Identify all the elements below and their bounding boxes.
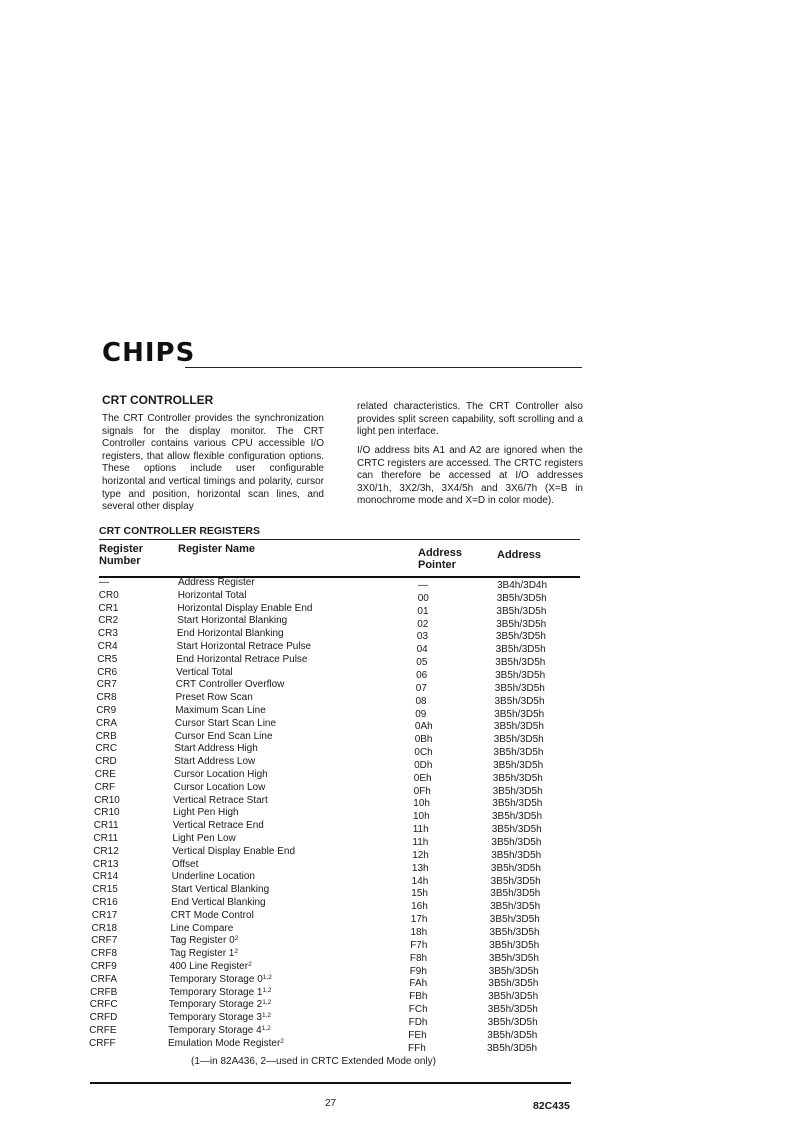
register-name-cell: Underline Location [171,871,255,883]
address-cell: 3B5h/3D5h [490,888,541,900]
table-top-rule [99,539,580,540]
table-row [0,667,793,680]
address-pointer-cell: 14h [411,875,429,887]
address-pointer-cell: 08 [415,695,427,707]
address-pointer-cell: 03 [416,631,429,643]
register-number-cell: CRB [95,730,117,742]
register-name-cell: Horizontal Total [177,589,247,601]
register-number-cell: CRF [94,781,116,793]
register-name-cell: Start Horizontal Blanking [177,615,288,627]
register-name-cell: Vertical Retrace End [172,820,264,832]
register-name-cell: Start Address High [174,743,258,755]
address-cell: 3B5h/3D5h [492,785,543,797]
footer-rule [90,1082,571,1084]
table-row [0,948,793,964]
register-name-cell: Vertical Retrace Start [173,794,268,806]
table-row [0,641,793,654]
header-address: Address [497,549,542,561]
header-address-pointer [418,547,474,571]
register-name-cell: CRT Mode Control [170,909,254,921]
address-pointer-cell: 02 [417,618,429,630]
table-row [0,832,793,849]
register-name-cell: Cursor Start Scan Line [174,717,277,729]
register-name-cell: Cursor Location High [173,768,268,780]
register-number-cell: CR11 [93,820,119,832]
register-number-cell: CRFE [89,1024,117,1036]
register-number-cell: CR17 [91,909,118,921]
address-pointer-cell: F8h [409,952,428,964]
register-number-cell: CRFD [89,1012,118,1024]
address-cell: 3B4h/3D4h [497,580,548,591]
address-cell: 3B5h/3D5h [490,875,541,887]
table-row [0,1024,793,1041]
table-title: CRT CONTROLLER REGISTERS [99,525,261,537]
register-name-cell: Maximum Scan Line [175,704,266,716]
register-number-cell: CR6 [97,666,118,678]
register-name-cell: Cursor End Scan Line [174,730,273,742]
register-name-cell: Emulation Mode Register$^2$ [168,1037,284,1049]
address-pointer-cell: — [418,580,428,591]
register-number-cell: CRFA [90,973,118,985]
register-name-cell: Light Pen High [173,807,239,819]
register-name-cell: End Horizontal Blanking [176,628,284,640]
register-name-cell: Line Compare [170,922,234,934]
address-cell: 3B5h/3D5h [489,939,540,951]
address-pointer-cell: 0Ch [414,747,433,759]
address-cell: 3B5h/3D5h [496,605,547,617]
address-pointer-cell: 18h [410,927,428,939]
register-number-cell: CRD [95,756,117,768]
io-address-paragraph: I/O address bits A1 and A2 are ignored when the CRTC registers are accessed. The CRTC registers can therefore be accessed at I/O addresses 3X0/1h, 3X2/3h, 3X4/5h and 3X6/7h (X=B in monochrome mode and X=D in color mode). [357,445,583,507]
address-cell: 3B5h/3D5h [495,669,546,681]
register-name-cell: Cursor Location Low [173,781,266,793]
table-row [0,705,793,718]
register-number-cell: CR15 [92,884,118,896]
address-cell: 3B5h/3D5h [489,914,540,926]
footnote-marker: 1,2 [262,999,272,1007]
address-pointer-cell: 06 [416,669,428,681]
table-row [0,731,793,744]
register-name-cell: Start Address Low [174,756,256,768]
table-row [0,718,793,731]
table-row [0,679,793,692]
address-cell: 3B5h/3D5h [493,759,544,771]
table-row [0,615,793,628]
table-row [0,973,793,990]
address-cell: 3B5h/3D5h [488,991,539,1003]
address-pointer-cell: 10h [413,811,430,823]
table-row [0,999,793,1016]
address-pointer-cell: 01 [417,605,429,617]
address-cell: 3B5h/3D5h [495,657,546,669]
address-pointer-cell: 17h [410,914,428,926]
footnote-marker: 2 [234,948,238,956]
address-pointer-cell: 0Bh [414,734,433,746]
address-cell: 3B5h/3D5h [488,952,539,964]
address-cell: 3B5h/3D5h [492,798,543,810]
address-cell: 3B5h/3D5h [492,772,543,784]
table-row [0,654,793,667]
register-name-cell: Vertical Total [176,666,233,678]
table-row [0,577,793,590]
table-row [0,756,793,769]
address-cell: 3B5h/3D5h [489,927,540,939]
register-name-cell: Vertical Display Enable End [172,845,296,857]
register-number-cell: CRE [94,768,116,780]
footnote-marker: 1,2 [262,973,272,981]
register-name-cell: Offset [171,858,199,870]
address-cell: 3B5h/3D5h [493,721,544,733]
page-number: 27 [325,1098,337,1109]
register-name-cell: Start Horizontal Retrace Pulse [176,640,312,652]
register-name-cell: Start Vertical Blanking [171,884,270,896]
address-pointer-cell: 16h [411,901,428,913]
register-name-cell: Temporary Storage 4$^{1,2}$ [168,1024,271,1036]
address-cell: 3B5h/3D5h [487,1016,538,1028]
header-register-name: Register Name [178,543,256,555]
header-rule [185,367,582,368]
table-row [0,603,793,616]
table-row [0,743,793,759]
register-name-cell: Tag Register $0^2$ [170,935,239,947]
address-cell: 3B5h/3D5h [491,824,542,836]
footnote-marker: 2 [280,1037,284,1045]
address-pointer-cell: FCh [408,1004,428,1016]
register-name-cell: Temporary Storage 0$^{1,2}$ [169,973,272,985]
address-cell: 3B5h/3D5h [490,862,541,874]
address-pointer-cell: 11h [412,837,429,849]
register-number-cell: CR13 [92,858,119,870]
register-name-cell: End Vertical Blanking [171,896,266,908]
register-name-cell: End Horizontal Retrace Pulse [176,653,308,665]
register-number-cell: CRFF [89,1037,116,1049]
table-row [0,896,793,913]
register-number-cell: CRF7 [91,935,118,947]
address-pointer-cell: FAh [409,978,428,990]
header-register-number-text: Register Number [99,543,144,567]
table-row [0,769,793,782]
register-number-cell: CR9 [96,704,117,716]
register-number-cell: CR5 [97,653,118,665]
table-row [0,590,793,603]
address-pointer-cell: 12h [412,849,429,861]
register-number-cell: CR3 [97,628,118,640]
register-name-cell: Horizontal Display Enable End [177,602,313,614]
footnote-marker: 1,2 [261,1024,271,1032]
address-pointer-cell: 0Fh [413,785,431,797]
register-number-cell: CR7 [96,679,117,691]
address-cell: 3B5h/3D5h [487,1004,538,1016]
register-number-cell: CR16 [92,896,118,908]
register-number-cell: CRFC [89,999,118,1011]
table-row [0,922,793,939]
register-number-cell: CR0 [98,589,119,601]
table-row [0,807,793,823]
address-cell: 3B5h/3D5h [496,618,547,630]
register-name-cell: Temporary Storage 3$^{1,2}$ [168,1012,272,1024]
table-row [0,986,793,1003]
address-pointer-cell: 11h [412,824,429,836]
register-number-cell: CRFB [90,986,118,998]
table-row [0,628,793,641]
table-row [0,909,793,926]
register-name-cell: Tag Register $1^2$ [169,948,238,960]
register-table-body [0,577,793,1054]
register-number-cell: CR1 [98,602,119,614]
address-cell: 3B5h/3D5h [493,734,544,746]
address-cell: 3B5h/3D5h [494,708,545,720]
address-pointer-cell: 04 [416,644,428,656]
footnote-marker: 2 [234,935,239,943]
table-row [0,871,793,887]
register-number-cell: CR14 [92,871,119,883]
register-number-cell: — [99,577,109,588]
intro-paragraph-continued: related characteristics. The CRT Controller also provides split screen capability, soft scrolling and a light pen interface. [357,401,583,438]
register-number-cell: CR10 [94,807,120,819]
address-pointer-cell: FBh [409,991,428,1003]
address-pointer-cell: F7h [410,939,428,951]
address-pointer-cell: 00 [417,592,429,604]
address-pointer-cell: 05 [416,657,428,669]
address-cell: 3B5h/3D5h [493,747,544,759]
footnote-marker: 1,2 [262,986,272,994]
register-number-cell: CRF8 [90,948,118,960]
address-cell: 3B5h/3D5h [492,811,543,823]
register-name-cell: Temporary Storage 2$^{1,2}$ [168,999,272,1011]
register-number-cell: CRC [95,743,118,755]
address-cell: 3B5h/3D5h [495,631,546,643]
register-name-cell: CRT Controller Overflow [175,679,285,691]
address-pointer-cell: FFh [408,1042,426,1054]
address-pointer-cell: 0Dh [414,759,433,771]
intro-paragraph: The CRT Controller provides the synchronization signals for the display monitor. The CRT Controller contains various CPU accessible I/O registers, that allow flexible configuration options. These options include user configurable horizontal and vertical timings and polarity, cursor type and position, horizontal scan lines, and several other display [102,413,324,513]
footnote-marker: 2 [248,960,252,968]
address-cell: 3B5h/3D5h [487,1042,538,1054]
register-name-cell: Temporary Storage 1$^{1,2}$ [169,986,272,998]
address-pointer-cell: 09 [415,708,427,720]
address-pointer-cell: F9h [409,965,427,977]
address-cell: 3B5h/3D5h [490,901,541,913]
register-number-cell: CR8 [96,692,117,704]
register-name-cell: Address Register [178,577,255,588]
address-cell: 3B5h/3D5h [494,682,545,694]
section-title: CRT CONTROLLER [102,393,214,407]
address-cell: 3B5h/3D5h [491,849,542,861]
register-name-cell: Light Pen Low [172,832,236,844]
register-number-cell: CRF9 [90,960,117,972]
address-cell: 3B5h/3D5h [494,695,545,707]
header-register-number [99,543,157,567]
table-row [0,884,793,900]
address-pointer-cell: FEh [408,1029,427,1041]
register-number-cell: CR10 [94,794,120,806]
address-pointer-cell: FDh [408,1016,428,1028]
address-pointer-cell: 0Ah [414,721,433,733]
register-number-cell: CR2 [98,615,119,627]
address-cell: 3B5h/3D5h [488,978,539,990]
footnote-marker: 1,2 [261,1012,272,1020]
register-name-cell: 400 Line Register$^2$ [169,960,252,972]
address-cell: 3B5h/3D5h [491,837,542,849]
register-number-cell: CR4 [97,640,118,652]
table-row [0,820,793,836]
address-cell: 3B5h/3D5h [496,592,547,604]
register-number-cell: CR18 [91,922,118,934]
table-row [0,859,793,872]
address-pointer-cell: 10h [413,798,430,810]
part-number: 82C435 [533,1100,570,1112]
table-row [0,935,793,951]
address-pointer-cell: 07 [415,682,427,694]
address-cell: 3B5h/3D5h [488,965,539,977]
table-row [0,1037,793,1054]
table-footnote: (1—in 82A436, 2—used in CRTC Extended Mode only) [191,1056,436,1067]
chips-logo: CHIPS [102,338,196,368]
register-number-cell: CRA [95,717,118,729]
table-row [0,846,793,859]
table-row [0,795,793,808]
register-name-cell: Preset Row Scan [175,692,253,704]
register-number-cell: CR11 [93,832,119,844]
address-pointer-cell: 13h [411,862,429,874]
table-row [0,692,793,705]
address-pointer-cell: 0Eh [413,772,432,784]
register-number-cell: CR12 [93,845,119,857]
address-pointer-cell: 15h [411,888,428,900]
table-row [0,1012,793,1028]
address-cell: 3B5h/3D5h [495,644,546,656]
table-row [0,782,793,795]
header-address-pointer-text: Address Pointer [418,547,463,571]
address-cell: 3B5h/3D5h [487,1029,538,1041]
